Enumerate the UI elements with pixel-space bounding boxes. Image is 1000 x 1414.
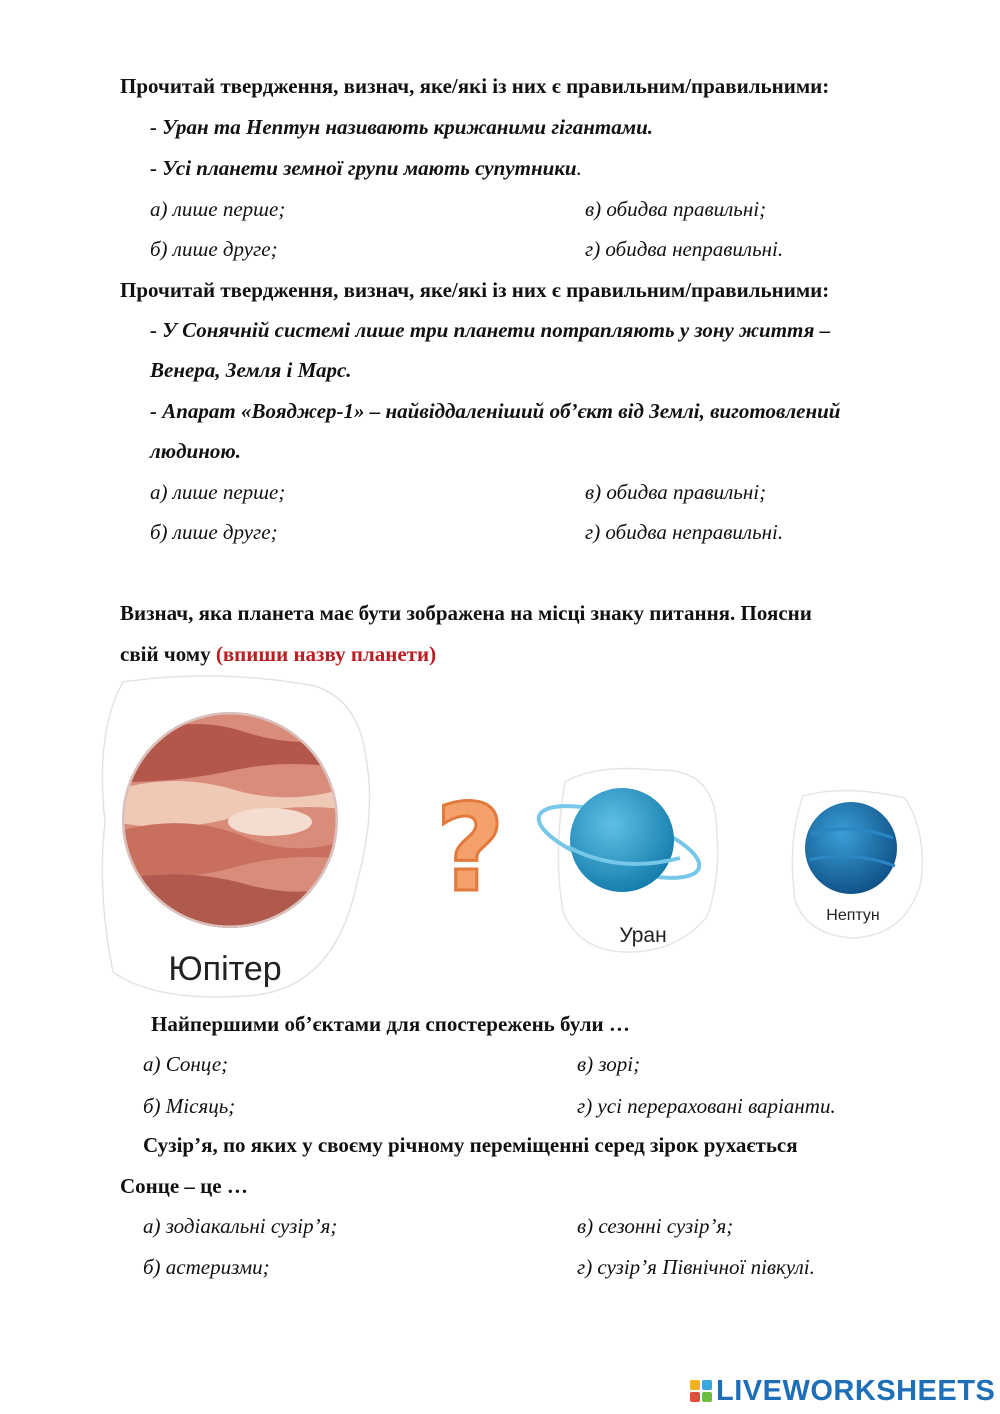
jupiter-sticker [102,676,369,997]
uranus-planet [570,788,674,892]
q1-option-a[interactable]: а) лише перше; [150,197,286,221]
q2-option-g[interactable]: г) обидва неправильні. [585,520,784,544]
q2-statement-1-line-2: Венера, Земля і Марс. [150,358,352,382]
q2-option-b[interactable]: б) лише друге; [150,520,278,544]
question-mark-icon: ? [435,780,505,919]
planets-illustration [95,672,935,1002]
q5-option-a[interactable]: а) зодіакальні сузір’я; [143,1214,338,1238]
q3-prompt-line-2-wrap [120,641,436,667]
q2-option-a[interactable]: а) лише перше; [150,480,286,504]
q4-prompt: Найпершими об’єктами для спостережень були … [151,1012,630,1036]
q2-statement-2-line-2: людиною. [150,439,241,463]
q1-prompt: Прочитай твердження, визнач, яке/які із них є правильним/правильними: [120,74,830,98]
q2-statement-1-line-1: - У Сонячній системі лише три планети потрапляють у зону життя – [150,318,831,342]
q5-prompt-line-2: Сонце – це … [120,1174,248,1198]
neptune-label: Нептун [826,907,880,924]
q5-option-v[interactable]: в) сезонні сузір’я; [577,1214,734,1238]
q3-prompt-line-1: Визнач, яка планета має бути зображена на місці знаку питання. Поясни [120,601,812,625]
q2-option-v[interactable]: в) обидва правильні; [585,480,767,504]
liveworksheets-watermark [690,1374,995,1408]
q4-option-g[interactable]: г) усі перераховані варіанти. [577,1094,836,1118]
q4-option-a[interactable]: а) Сонце; [143,1052,229,1076]
q1-statement-2: - Усі планети земної групи мають супутники [150,156,577,180]
neptune-sticker [792,790,922,938]
q5-option-g[interactable]: г) сузір’я Північної півкулі. [577,1255,815,1279]
liveworksheets-logo-icon [690,1380,712,1402]
watermark-text: LIVEWORKSHEETS [716,1374,996,1407]
q2-prompt: Прочитай твердження, визнач, яке/які із них є правильним/правильними: [120,278,830,302]
q5-prompt-line-1: Сузір’я, по яких у своєму річному переміщенні серед зірок рухається [143,1133,798,1157]
q4-option-v[interactable]: в) зорі; [577,1052,641,1076]
q1-option-v[interactable]: в) обидва правильні; [585,197,767,221]
q2-statement-2-line-1: - Апарат «Вояджер-1» – найвіддаленіший об’єкт від Землі, виготовлений [150,399,841,423]
q4-option-b[interactable]: б) Місяць; [143,1094,236,1118]
q1-statement-1: - Уран та Нептун називають крижаними гігантами. [150,115,654,139]
uranus-label: Уран [619,924,667,947]
jupiter-label: Юпітер [168,950,282,988]
q3-hint: (впиши назву планети) [215,642,437,666]
q1-option-b[interactable]: б) лише друге; [150,237,278,261]
q5-option-b[interactable]: б) астеризми; [143,1255,270,1279]
uranus-sticker [531,769,718,953]
q1-statement-2-wrap [150,155,582,181]
q1-statement-2-end: . [576,156,582,180]
neptune-planet [805,802,897,894]
q1-option-g[interactable]: г) обидва неправильні. [585,237,784,261]
q3-prompt-line-2: свій чому [120,642,211,666]
